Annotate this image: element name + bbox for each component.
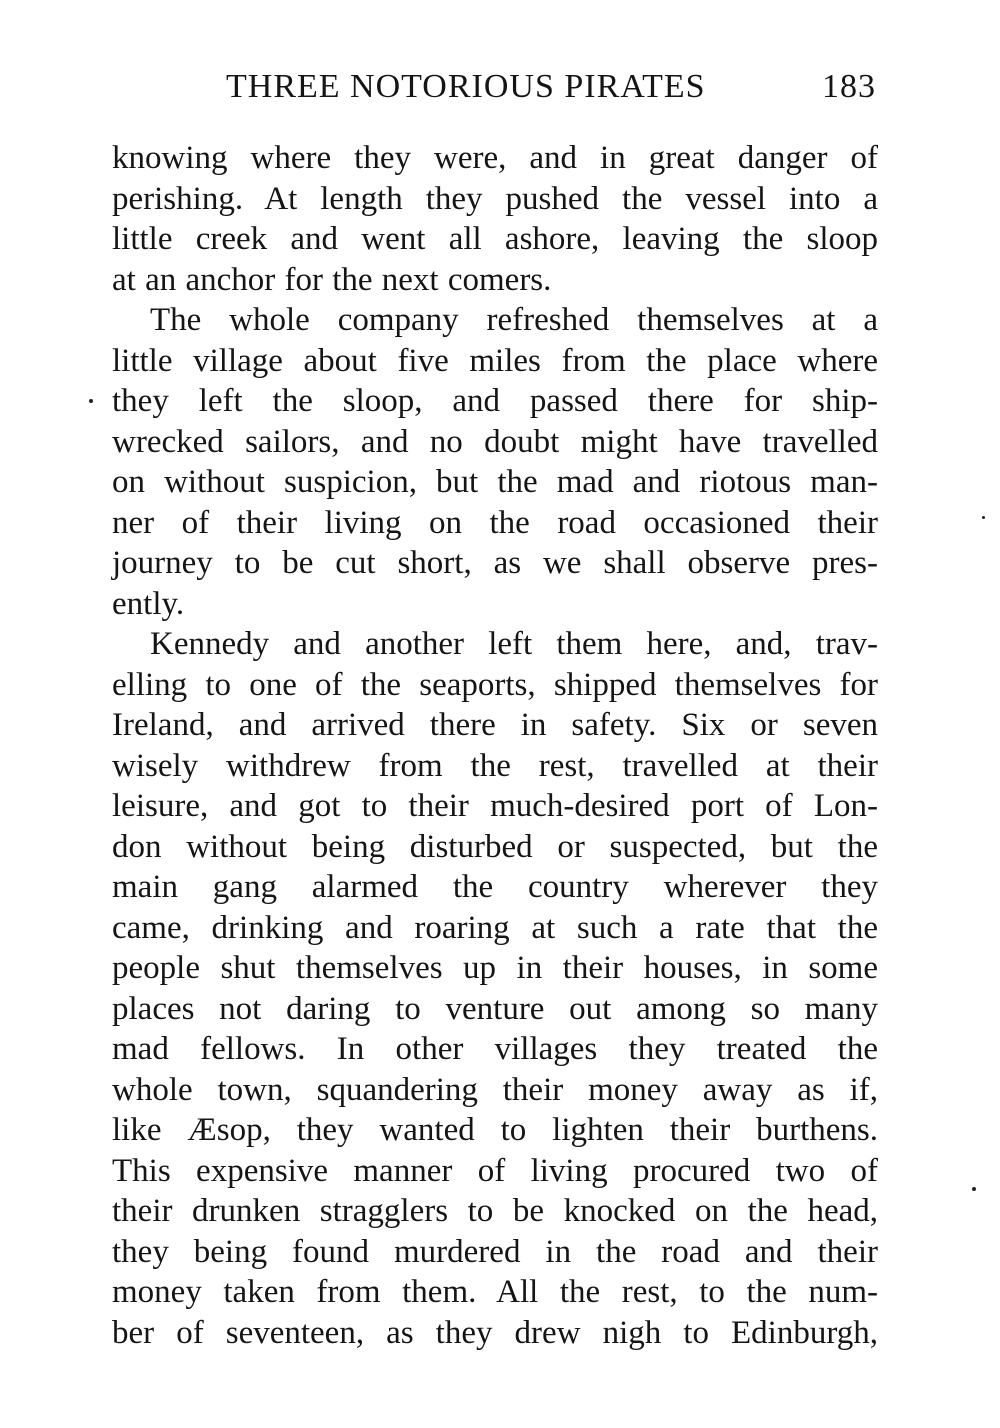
text-line: journey to be cut short, as we shall observe pres- (112, 545, 878, 581)
text-line: they being found murdered in the road and their (112, 1233, 878, 1270)
text-line: mad fellows. In other villages they treated the (112, 1031, 878, 1067)
text-line: ber of seventeen, as they drew nigh to Edinburgh, (112, 1314, 878, 1351)
running-head (112, 62, 876, 112)
text-line: ently. (112, 585, 185, 622)
text-line: Kennedy and another left them here, and, trav- (150, 626, 878, 662)
text-line: little creek and went all ashore, leaving the sloop (112, 221, 878, 257)
text-line: at an anchor for the next comers. (112, 261, 552, 298)
text-line: their drunken stragglers to be knocked on the head, (112, 1193, 878, 1229)
text-line: wisely withdrew from the rest, travelled at their (112, 747, 878, 784)
text-line: places not daring to venture out among so many (112, 990, 878, 1027)
text-line: ner of their living on the road occasioned their (112, 504, 878, 541)
text-line: This expensive manner of living procured two of (112, 1152, 878, 1189)
print-speck (89, 399, 93, 403)
text-line: they left the sloop, and passed there for ship- (112, 383, 878, 419)
text-line: leisure, and got to their much-desired port of Lon- (112, 788, 878, 824)
text-line: The whole company refreshed themselves at a (150, 302, 878, 338)
text-line: wrecked sailors, and no doubt might have travelled (112, 423, 878, 460)
page-number: 183 (822, 68, 876, 105)
text-line: knowing where they were, and in great danger of (112, 140, 878, 176)
text-line: whole town, squandering their money away as if, (112, 1071, 878, 1108)
text-line: like Æsop, they wanted to lighten their burthens. (112, 1112, 878, 1148)
running-title: THREE NOTORIOUS PIRATES (226, 68, 706, 105)
text-line: elling to one of the seaports, shipped themselves for (112, 666, 878, 703)
text-line: on without suspicion, but the mad and riotous man- (112, 464, 878, 500)
text-line: money taken from them. All the rest, to the num- (112, 1274, 878, 1310)
text-line: people shut themselves up in their houses, in some (112, 950, 878, 986)
text-line: don without being disturbed or suspected, but the (112, 828, 878, 865)
text-line: Ireland, and arrived there in safety. Six or seven (112, 707, 878, 743)
text-line: little village about five miles from the place where (112, 342, 878, 379)
text-line: main gang alarmed the country wherever they (112, 869, 878, 905)
print-speck (982, 516, 985, 519)
body-text (112, 138, 878, 1353)
print-speck (972, 1187, 976, 1191)
text-line: perishing. At length they pushed the vessel into a (112, 180, 878, 217)
text-line: came, drinking and roaring at such a rate that the (112, 909, 878, 946)
